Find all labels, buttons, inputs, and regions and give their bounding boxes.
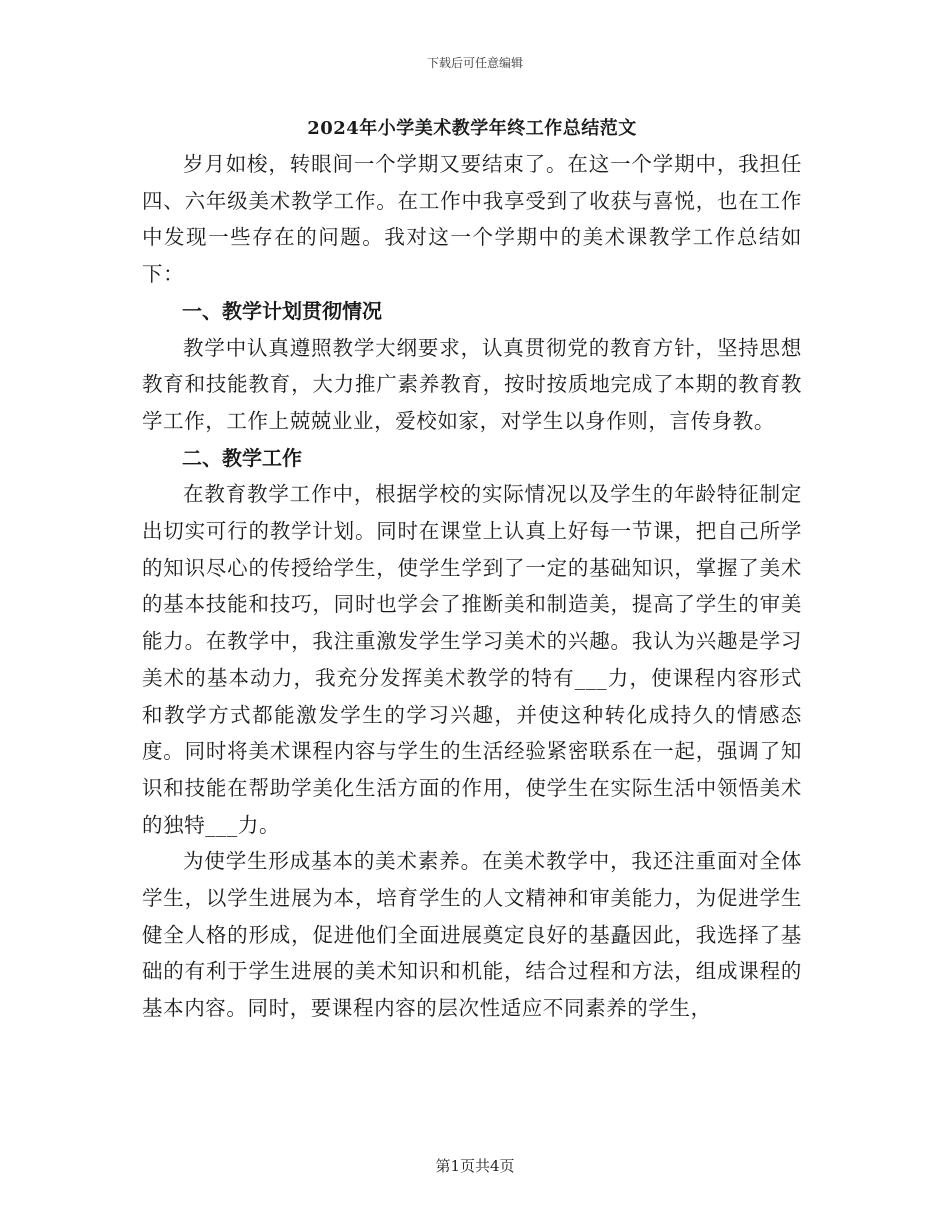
paragraph-intro: 岁月如梭，转眼间一个学期又要结束了。在这一个学期中，我担任四、六年级美术教学工作。在工作中我享受到了收获与喜悦，也在工作中发现一些存在的问题。我对这一个学期中的美术课教学工作总结如下：	[142, 152, 802, 287]
paragraph-plan: 教学中认真遵照教学大纲要求，认真贯彻党的教育方针，坚持思想教育和技能教育，大力推广素养教育，按时按质地完成了本期的教育教学工作，工作上兢兢业业，爱校如家，对学生以身作则，言传身教。	[142, 335, 802, 433]
page-number-footer: 第1页共4页	[435, 1157, 515, 1175]
section-heading-1: 一、教学计划贯彻情况	[182, 298, 382, 323]
paragraph-teaching: 在教育教学工作中，根据学校的实际情况以及学生的年龄特征制定出切实可行的教学计划。同时在课堂上认真上好每一节课，把自己所学的知识尽心的传授给学生，使学生学到了一定的基础知识，掌握了美术的基本技能和技巧，同时也学会了推断美和制造美，提高了学生的审美能力。在教学中，我注重激发学生学习美术的兴趣。我认为兴趣是学习美术的基本动力，我充分发挥美术教学的特有___力，使课程内容形式和教学方式都能激发学生的学习兴趣，并使这种转化成持久的情感态度。同时将美术课程内容与学生的生活经验紧密联系在一起，强调了知识和技能在帮助学美化生活方面的作用，使学生在实际生活中领悟美术的独特___力。	[142, 482, 802, 837]
document-body	[142, 112, 802, 1027]
paragraph-literacy: 为使学生形成基本的美术素养。在美术教学中，我还注重面对全体学生，以学生进展为本，培育学生的人文精神和审美能力，为促进学生健全人格的形成，促进他们全面进展奠定良好的基矗因此，我选择了基础的有利于学生进展的美术知识和机能，结合过程和方法，组成课程的基本内容。同时，要课程内容的层次性适应不同素养的学生，	[142, 849, 802, 1021]
header-note: 下载后可任意编辑	[426, 56, 523, 70]
document-title: 2024年小学美术教学年终工作总结范文	[307, 118, 637, 139]
section-heading-2: 二、教学工作	[182, 445, 302, 470]
